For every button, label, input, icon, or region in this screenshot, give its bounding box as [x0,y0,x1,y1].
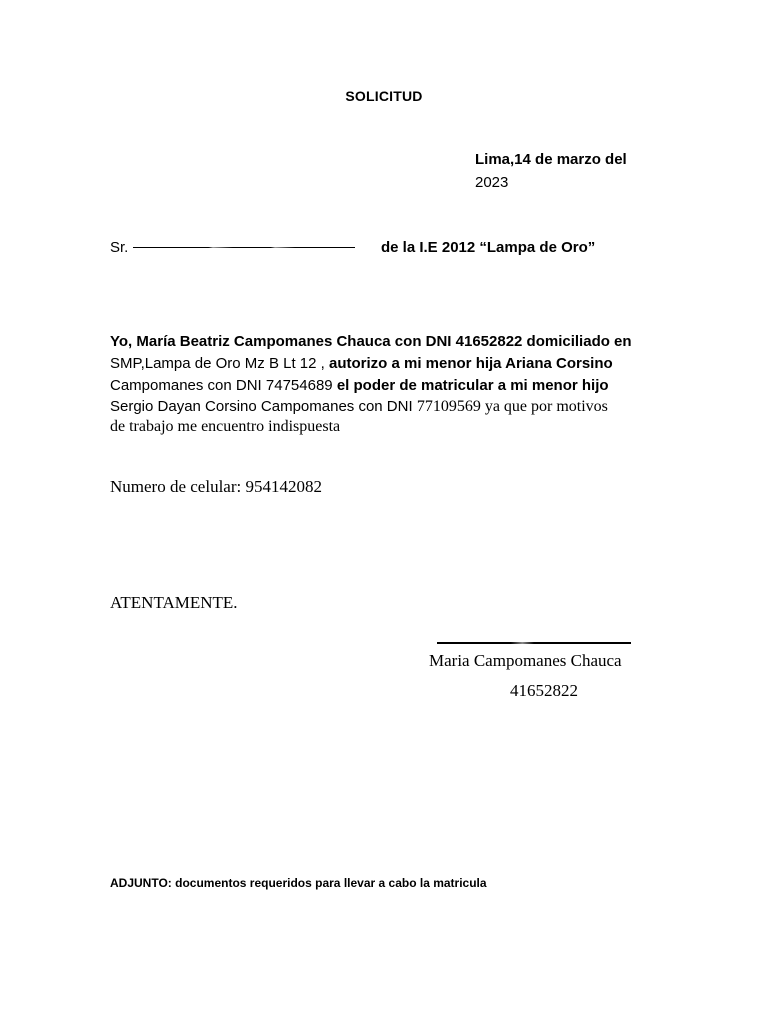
body-text: el poder de matricular a mi menor hijo [336,377,609,394]
date-line: Lima,14 de marzo del [475,151,627,168]
signer-dni: 41652822 [510,681,578,700]
phone-number: Numero de celular: 954142082 [110,477,322,496]
body-line: Yo, María Beatriz Campomanes Chauca con DNI 41652822 domiciliado en [110,333,632,350]
closing: ATENTAMENTE. [110,593,238,612]
attachment-note [110,876,487,890]
body-text: Sergio Dayan Corsino Campomanes con DNI [110,398,417,415]
body-line [110,398,608,416]
attachment-label: ADJUNTO: [110,876,172,890]
body-text: 77109569 ya que por motivos [416,398,608,415]
addressee-prefix: Sr. [110,239,129,256]
body-text: autorizo a mi menor hija Ariana Corsino [329,355,613,372]
body-text: SMP,Lampa de Oro Mz B Lt 12 , [110,355,329,372]
body-line: de trabajo me encuentro indispuesta [110,418,341,435]
attachment-text: documentos requeridos para llevar a cabo la matricula [171,876,487,890]
document-title: SOLICITUD [345,88,423,104]
body-line [110,355,613,372]
body-text: Campomanes con DNI 74754689 [110,377,337,394]
date-year: 2023 [475,174,509,191]
signer-name: Maria Campomanes Chauca [429,651,622,670]
addressee-blank-line [133,247,355,248]
signature-line [437,642,631,644]
body-line [110,377,609,394]
addressee-institution: de la I.E 2012 “Lampa de Oro” [381,239,596,256]
